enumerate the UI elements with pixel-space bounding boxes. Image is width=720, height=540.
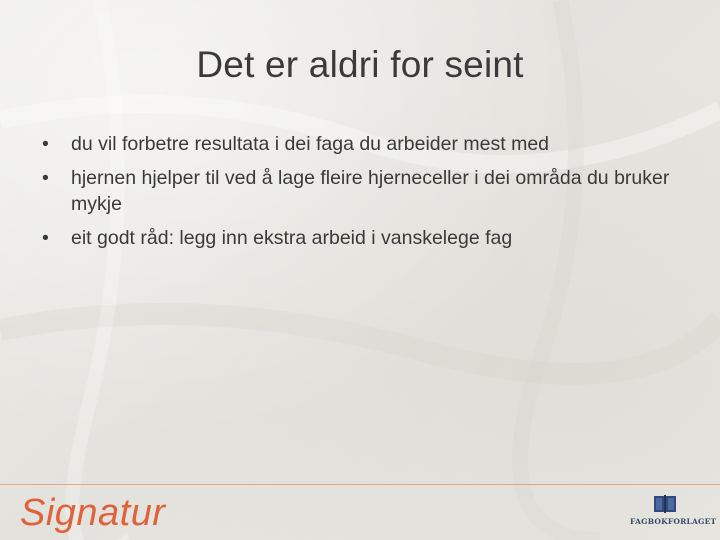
bullet-item (42, 131, 682, 157)
slide-title: Det er aldri for seint (196, 44, 524, 85)
book-icon (652, 494, 678, 514)
bullet-item (42, 225, 682, 251)
bullet-list (42, 131, 682, 259)
bullet-item (42, 165, 682, 217)
footer-divider (0, 484, 720, 485)
bullet-marker: • (42, 227, 49, 249)
bullet-text: hjernen hjelper til ved å lage fleire hjerneceller i dei områda du bruker mykje (71, 167, 670, 215)
brand-logo: Signatur (20, 492, 166, 534)
bullet-marker: • (42, 167, 49, 189)
bullet-marker: • (42, 133, 49, 155)
bullet-text: du vil forbetre resultata i dei faga du arbeider mest med (71, 133, 550, 155)
publisher-name: FAGBOKFORLAGET (630, 517, 717, 526)
bullet-text: eit godt råd: legg inn ekstra arbeid i vanskelege fag (71, 227, 513, 249)
publisher-logo (630, 494, 717, 526)
